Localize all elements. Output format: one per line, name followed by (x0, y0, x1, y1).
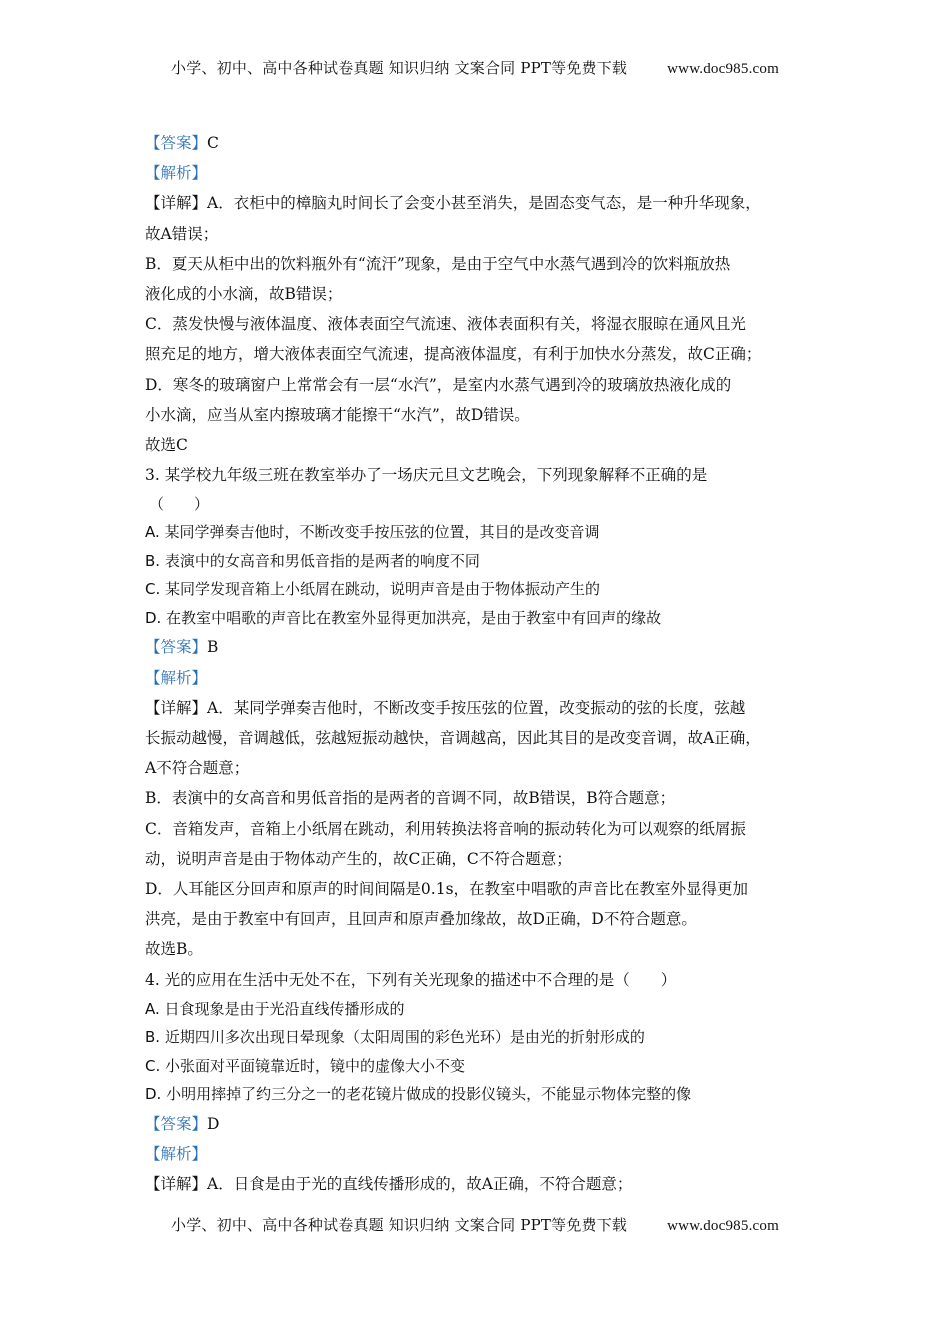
analysis-tag: 【解析】 (145, 668, 208, 687)
answer-value: B (207, 638, 219, 657)
page-content (145, 128, 810, 1199)
header-text: 小学、初中、高中各种试卷真题 知识归纳 文案合同 PPT等免费下载 (171, 59, 628, 77)
detail-line: D．人耳能区分回声和原声的时间间隔是0.1s，在教室中唱歌的声音比在教室外显得更加 (145, 879, 749, 898)
answer-value: C (207, 134, 219, 152)
answer-line (145, 128, 810, 158)
option-b: B. 近期四川多次出现日晕现象（太阳周围的彩色光环）是由光的折射形成的 (145, 1028, 645, 1047)
detail-line: B．表演中的女高音和男低音指的是两者的音调不同，故B错误，B符合题意； (145, 789, 676, 808)
detail-line (145, 1169, 810, 1199)
option-a: A. 日食现象是由于光沿直线传播形成的 (145, 999, 405, 1018)
analysis-line (145, 1139, 810, 1169)
detail-tag: 【详解】 (145, 1175, 208, 1194)
detail-line: C．蒸发快慢与液体温度、液体表面空气流速、液体表面积有关，将湿衣服晾在通风且光 (145, 315, 746, 334)
page-footer (0, 1214, 950, 1235)
footer-site: www.doc985.com (667, 1218, 779, 1234)
detail-line: 照充足的地方，增大液体表面空气流速，提高液体温度，有利于加快水分蒸发，故C正确； (145, 345, 762, 364)
conclusion-line: 故选C (145, 435, 188, 454)
detail-tag: 【详解】 (145, 698, 208, 717)
analysis-line (145, 663, 810, 693)
option-c: C. 某同学发现音箱上小纸屑在跳动，说明声音是由于物体振动产生的 (145, 580, 601, 599)
header-site: www.doc985.com (667, 61, 779, 77)
option-a: A. 某同学弹奏吉他时，不断改变手按压弦的位置，其目的是改变音调 (145, 523, 600, 542)
detail-line: 洪亮，是由于教室中有回声，且回声和原声叠加缘故，故D正确，D不符合题意。 (145, 910, 697, 929)
question-stem: 4. 光的应用在生活中无处不在，下列有关光现象的描述中不合理的是（ ） (145, 970, 677, 989)
answer-line (145, 632, 810, 662)
answer-value: D (207, 1114, 220, 1133)
answer-tag: 【答案】 (145, 1114, 208, 1133)
page-header (0, 57, 950, 78)
detail-line (145, 693, 810, 723)
analysis-tag: 【解析】 (145, 164, 208, 183)
answer-bracket: （ ） (149, 495, 210, 514)
option-c: C. 小张面对平面镜靠近时，镜中的虚像大小不变 (145, 1056, 466, 1075)
answer-tag: 【答案】 (145, 134, 208, 152)
option-b: B. 表演中的女高音和男低音指的是两者的响度不同 (145, 551, 480, 570)
detail-text: A．某同学弹奏吉他时，不断改变手按压弦的位置，改变振动的弦的长度，弦越 (207, 698, 746, 717)
detail-line: 动，说明声音是由于物体动产生的，故C正确，C不符合题意； (145, 849, 572, 868)
conclusion-line: 故选B。 (145, 940, 203, 959)
detail-line (145, 188, 810, 218)
detail-tag: 【详解】 (145, 194, 208, 213)
answer-line (145, 1109, 810, 1139)
detail-line: 小水滴，应当从室内擦玻璃才能擦干“水汽”，故D错误。 (145, 405, 530, 424)
detail-text: A．日食是由于光的直线传播形成的，故A正确，不符合题意； (207, 1175, 633, 1194)
detail-line: B．夏天从柜中出的饮料瓶外有“流汗”现象，是由于空气中水蒸气遇到冷的饮料瓶放热 (145, 254, 731, 273)
answer-tag: 【答案】 (145, 638, 208, 657)
detail-line: 长振动越慢，音调越低，弦越短振动越快，音调越高，因此其目的是改变音调，故A正确， (145, 729, 761, 747)
question-stem: 3. 某学校九年级三班在教室举办了一场庆元旦文艺晚会，下列现象解释不正确的是 (145, 466, 708, 485)
option-d: D. 在教室中唱歌的声音比在教室外显得更加洪亮，是由于教室中有回声的缘故 (145, 608, 662, 627)
detail-line: 液化成的小水滴，故B错误； (145, 284, 343, 303)
detail-line: D．寒冬的玻璃窗户上常常会有一层“水汽”，是室内水蒸气遇到冷的玻璃放热液化成的 (145, 375, 732, 394)
detail-line: 故A错误； (145, 224, 219, 243)
detail-line: A不符合题意； (145, 759, 250, 778)
detail-line: C．音箱发声，音箱上小纸屑在跳动，利用转换法将音响的振动转化为可以观察的纸屑振 (145, 819, 746, 838)
option-d: D. 小明用摔掉了约三分之一的老花镜片做成的投影仪镜头，不能显示物体完整的像 (145, 1085, 692, 1104)
footer-text: 小学、初中、高中各种试卷真题 知识归纳 文案合同 PPT等免费下载 (171, 1216, 628, 1234)
analysis-tag: 【解析】 (145, 1145, 208, 1164)
detail-text: A．衣柜中的樟脑丸时间长了会变小甚至消失，是固态变气态，是一种升华现象， (207, 194, 761, 213)
analysis-line (145, 158, 810, 188)
